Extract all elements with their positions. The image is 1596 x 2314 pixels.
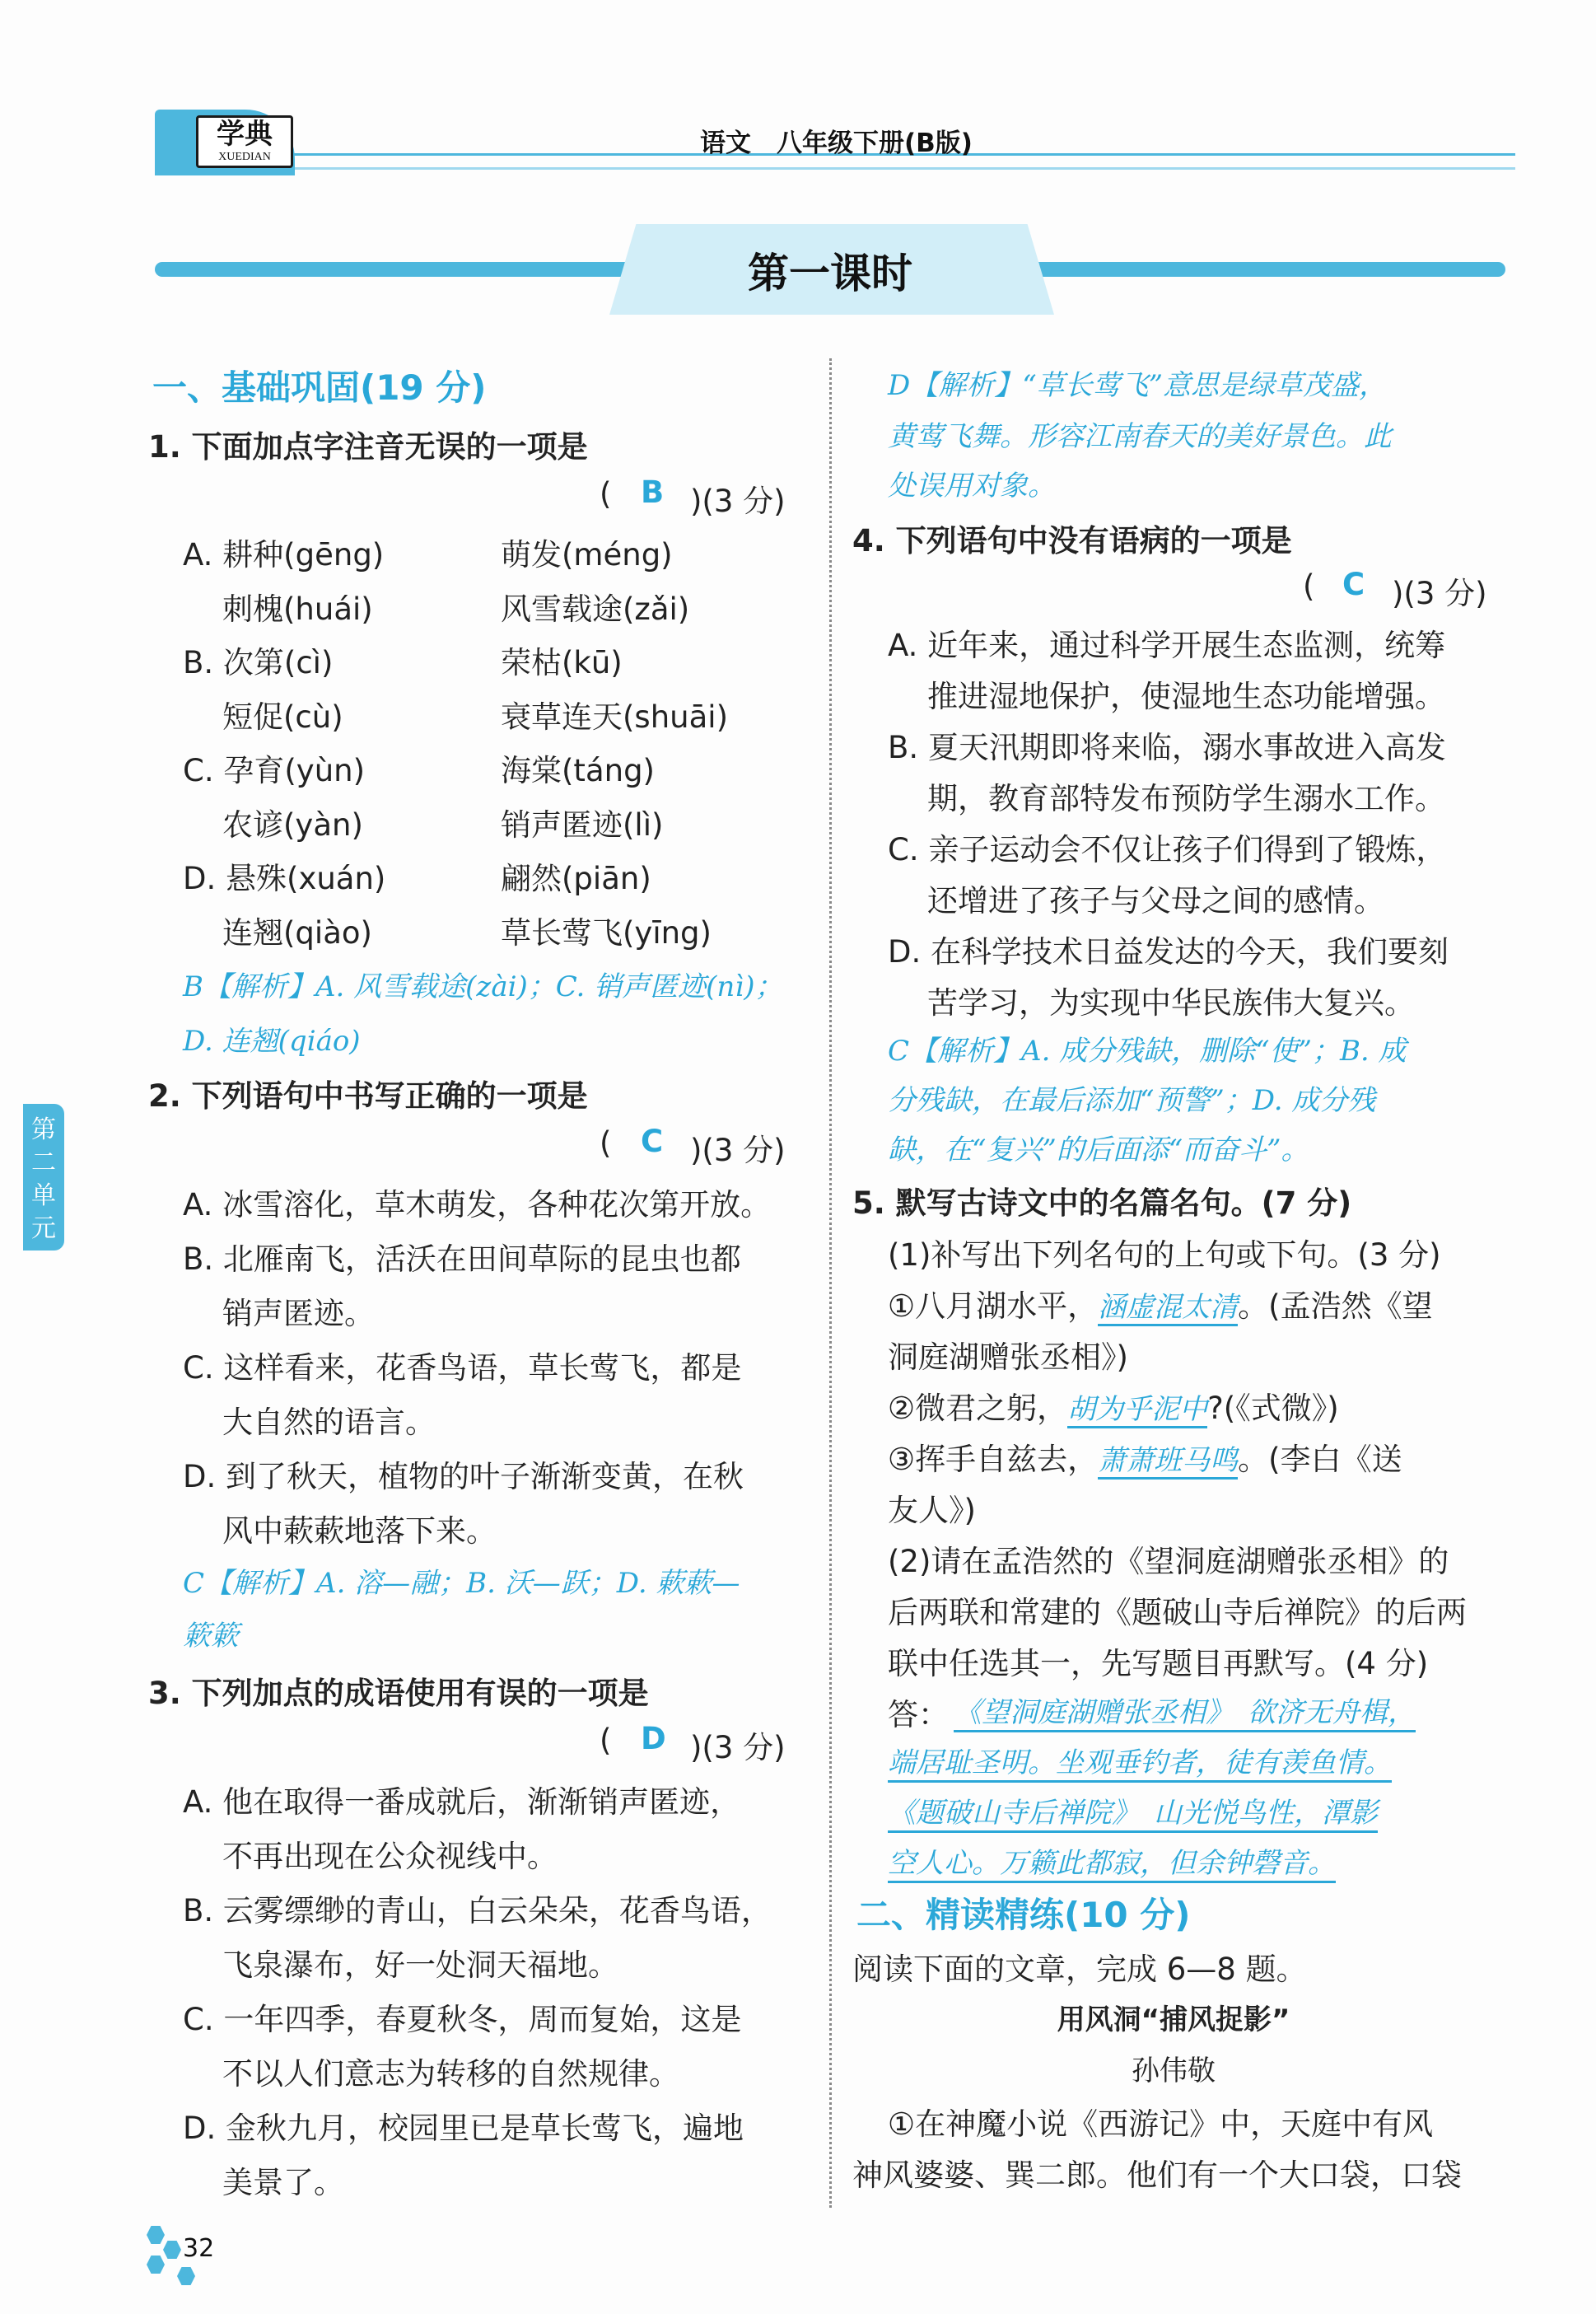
q5-prompt: ②微君之躬， bbox=[888, 1391, 1068, 1426]
logo-subtext: XUEDIAN bbox=[218, 151, 271, 163]
q2-line: A. 冰雪溶化，草木萌发，各种花次第开放。 bbox=[183, 1187, 772, 1222]
hexagon-decoration bbox=[177, 2267, 195, 2285]
q5-source: 。(李白《送 bbox=[1238, 1442, 1402, 1477]
q2-analysis: C【解析】A. 溶—融；B. 沃—跃；D. 蔌蔌— bbox=[183, 1567, 740, 1600]
q5-prompt: ①八月湖水平， bbox=[888, 1288, 1099, 1324]
q4-stem: 4. 下列语句中没有语病的一项是 bbox=[852, 523, 1292, 559]
q2-line: B. 北雁南飞，活沃在田间草际的昆虫也都 bbox=[183, 1241, 741, 1277]
q5-prompt: ③挥手自兹去， bbox=[888, 1442, 1099, 1477]
q5-sub2: 后两联和常建的《题破山寺后禅院》的后两 bbox=[888, 1595, 1467, 1630]
q4-line: 还增进了孩子与父母之间的感情。 bbox=[927, 883, 1384, 919]
reading-intro: 阅读下面的文章，完成 6—8 题。 bbox=[852, 1952, 1307, 1987]
q2-score: )(3 分) bbox=[690, 1133, 786, 1168]
q1-option: 翩然(piān) bbox=[501, 861, 651, 896]
q1-option: 衰草连天(shuāi) bbox=[501, 699, 729, 735]
q1-option: D. 悬殊(xuán) bbox=[183, 861, 386, 896]
q5-sub1: (1)补写出下列名句的上句或下句。(3 分) bbox=[888, 1237, 1441, 1273]
hexagon-decoration bbox=[147, 2226, 165, 2244]
q5-sub2: (2)请在孟浩然的《望洞庭湖赠张丞相》的 bbox=[888, 1544, 1449, 1579]
q1-option: 萌发(méng) bbox=[501, 537, 673, 573]
section-1-title: 一、基础巩固(19 分) bbox=[152, 367, 487, 408]
q1-option: 农谚(yàn) bbox=[222, 807, 363, 843]
q3-line: 不以人们意志为转移的自然规律。 bbox=[222, 2056, 679, 2092]
q5-line-3 bbox=[888, 1434, 1402, 1479]
q4-line: A. 近年来，通过科学开展生态监测，统筹 bbox=[888, 628, 1446, 663]
q3-line: 不再出现在公众视线中。 bbox=[222, 1839, 558, 1874]
q1-option: C. 孕育(yùn) bbox=[183, 753, 366, 788]
q3-line: B. 云雾缥缈的青山，白云朵朵，花香鸟语， bbox=[183, 1893, 772, 1928]
q2-line: C. 这样看来，花香鸟语，草长莺飞，都是 bbox=[183, 1350, 742, 1386]
q1-option: 海棠(táng) bbox=[501, 753, 655, 788]
q3-analysis: 黄莺飞舞。形容江南春天的美好景色。此 bbox=[888, 420, 1392, 453]
q5-answer-3: 萧萧班马鸣 bbox=[1098, 1444, 1238, 1480]
q3-stem: 3. 下列加点的成语使用有误的一项是 bbox=[148, 1676, 649, 1711]
q4-score: )(3 分) bbox=[1392, 576, 1487, 611]
q3-paren: ( bbox=[600, 1723, 612, 1758]
q1-option: 荣枯(kū) bbox=[501, 645, 623, 680]
lesson-title: 第一课时 bbox=[748, 250, 912, 297]
q1-score: )(3 分) bbox=[690, 484, 786, 519]
q4-analysis: C【解析】A. 成分残缺，删除“使”；B. 成 bbox=[888, 1035, 1407, 1068]
article-author: 孙伟敬 bbox=[1132, 2055, 1216, 2087]
unit-label: 第二单元 bbox=[31, 1115, 56, 1243]
q5-answer-line: 《题破山寺后禅院》 山光悦鸟性，潭影 bbox=[888, 1790, 1378, 1833]
q5-source-cont: 友人》) bbox=[888, 1493, 976, 1528]
book-title: 语文 八年级下册(B版) bbox=[700, 129, 973, 158]
q3-analysis: D【解析】“草长莺飞”意思是绿草茂盛， bbox=[888, 369, 1388, 402]
q2-paren: ( bbox=[600, 1125, 612, 1161]
q1-option: 草长莺飞(yīng) bbox=[501, 915, 712, 951]
q1-option: 销声匿迹(lì) bbox=[501, 807, 664, 843]
q5-source: 。(孟浩然《望 bbox=[1238, 1288, 1433, 1324]
q3-line: D. 金秋九月，校园里已是草长莺飞，遍地 bbox=[183, 2111, 744, 2146]
q5-answer-label: 答： bbox=[888, 1697, 949, 1732]
article-paragraph: 神风婆婆、巽二郎。他们有一个大口袋，口袋 bbox=[852, 2157, 1462, 2193]
q1-option: 短促(cù) bbox=[222, 699, 343, 735]
q5-sub2: 联中任选其一，先写题目再默写。(4 分) bbox=[888, 1646, 1429, 1681]
hexagon-decoration bbox=[147, 2256, 165, 2274]
q1-analysis: B【解析】A. 风雪载途(zài)；C. 销声匿迹(nì)； bbox=[183, 970, 783, 1003]
q4-answer: C bbox=[1342, 567, 1365, 602]
article-paragraph: ①在神魔小说《西游记》中，天庭中有风 bbox=[888, 2106, 1434, 2142]
q5-line-2 bbox=[888, 1383, 1339, 1428]
hexagon-decoration bbox=[163, 2241, 181, 2259]
article-title: 用风洞“捕风捉影” bbox=[1057, 2003, 1290, 2036]
q4-line: 期，教育部特发布预防学生溺水工作。 bbox=[927, 781, 1445, 816]
q5-line-1 bbox=[888, 1281, 1433, 1325]
q5-answer-line: 空人心。万籁此都寂，但余钟磬音。 bbox=[888, 1840, 1336, 1883]
q5-answer-2: 胡为乎泥中 bbox=[1067, 1393, 1207, 1428]
logo bbox=[196, 115, 293, 168]
column-divider bbox=[829, 358, 832, 2208]
q4-line: D. 在科学技术日益发达的今天，我们要刻 bbox=[888, 934, 1449, 970]
q4-line: 推进湿地保护，使湿地生态功能增强。 bbox=[927, 679, 1445, 714]
q3-line: A. 他在取得一番成就后，渐渐销声匿迹， bbox=[183, 1784, 741, 1820]
q4-line: B. 夏天汛期即将来临，溺水事故进入高发 bbox=[888, 730, 1446, 765]
q1-analysis: D. 连翘(qiáo) bbox=[183, 1025, 361, 1058]
q5-answer-1: 涵虚混太清 bbox=[1098, 1291, 1238, 1326]
q1-option: 风雪载途(zǎi) bbox=[501, 591, 690, 627]
page-number: 32 bbox=[183, 2234, 215, 2263]
q1-option: 连翘(qiào) bbox=[222, 915, 372, 951]
q2-answer: C bbox=[641, 1124, 664, 1159]
q5-stem: 5. 默写古诗文中的名篇名句。(7 分) bbox=[852, 1185, 1352, 1221]
q3-line: 美景了。 bbox=[222, 2165, 344, 2200]
logo-text: 学典 bbox=[217, 118, 273, 151]
q3-answer: D bbox=[641, 1721, 666, 1756]
q4-paren: ( bbox=[1303, 568, 1315, 604]
q5-answer-line: 端居耻圣明。坐观垂钓者，徒有羡鱼情。 bbox=[888, 1740, 1392, 1783]
q2-stem: 2. 下列语句中书写正确的一项是 bbox=[148, 1078, 588, 1114]
q5-source-cont: 洞庭湖赠张丞相》) bbox=[888, 1339, 1128, 1375]
q5-answer-line: 《望洞庭湖赠张丞相》 欲济无舟楫， bbox=[954, 1690, 1416, 1732]
q1-stem: 1. 下面加点字注音无误的一项是 bbox=[148, 429, 588, 465]
q3-line: 飞泉瀑布，好一处洞天福地。 bbox=[222, 1947, 618, 1983]
q1-option: 刺槐(huái) bbox=[222, 591, 373, 627]
q4-line: 苦学习，为实现中华民族伟大复兴。 bbox=[927, 985, 1415, 1021]
q3-analysis: 处误用对象。 bbox=[888, 470, 1056, 503]
q3-line: C. 一年四季，春夏秋冬，周而复始，这是 bbox=[183, 2002, 742, 2037]
q1-option: A. 耕种(gēng) bbox=[183, 537, 385, 573]
q2-line: D. 到了秋天，植物的叶子渐渐变黄，在秋 bbox=[183, 1459, 744, 1494]
q1-answer: B bbox=[641, 474, 665, 510]
section-2-title: 二、精读精练(10 分) bbox=[856, 1895, 1191, 1935]
q1-option: B. 次第(cì) bbox=[183, 645, 334, 680]
q1-paren: ( bbox=[600, 476, 612, 512]
q3-score: )(3 分) bbox=[690, 1730, 786, 1765]
q2-analysis: 簌簌 bbox=[183, 1620, 239, 1653]
q2-line: 大自然的语言。 bbox=[222, 1405, 436, 1440]
q4-analysis: 缺，在“复兴”的后面添“而奋斗”。 bbox=[888, 1134, 1309, 1166]
q4-line: C. 亲子运动会不仅让孩子们得到了锻炼， bbox=[888, 832, 1447, 867]
q2-line: 销声匿迹。 bbox=[222, 1296, 375, 1331]
q5-source: ?(《式微》) bbox=[1207, 1391, 1339, 1426]
q2-line: 风中蔌蔌地落下来。 bbox=[222, 1513, 497, 1549]
q4-analysis: 分残缺，在最后添加“预警”；D. 成分残 bbox=[888, 1084, 1376, 1117]
